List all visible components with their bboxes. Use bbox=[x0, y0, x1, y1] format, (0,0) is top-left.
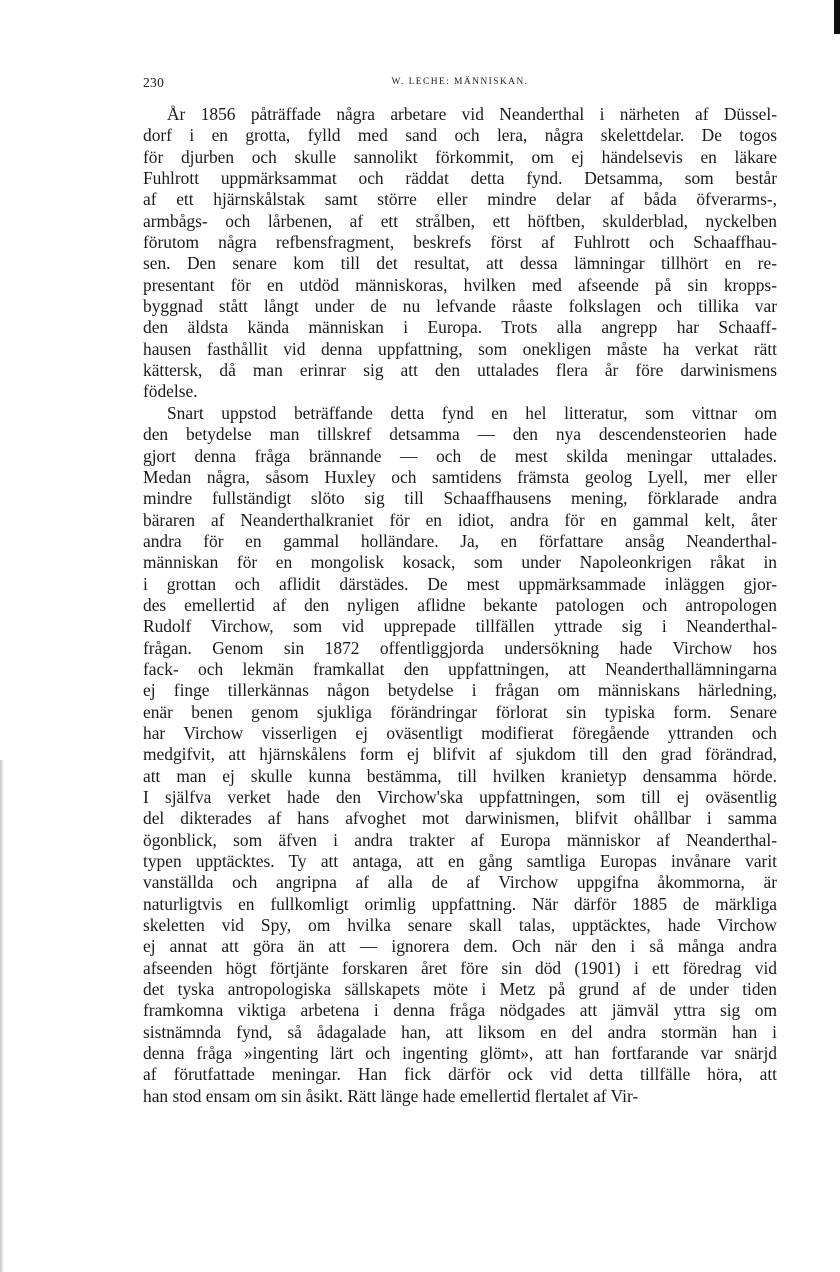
text-line: afseenden högt förtjänte forskaren året före sin död (1901) i ett föredrag vid bbox=[143, 957, 777, 978]
text-line: vanställda och angripna af alla de af Virchow uppgifna åkommorna, är bbox=[143, 872, 777, 893]
paragraph bbox=[143, 104, 777, 403]
text-line: han stod ensam om sin åsikt. Rätt länge hade emellertid flertalet af Vir- bbox=[143, 1085, 639, 1106]
text-line: dorf i en grotta, fylld med sand och lera, några skelettdelar. De togos bbox=[143, 125, 777, 146]
text-line: armbågs- och lårbenen, af ett strålben, ett höftben, skulderblad, nyckelben bbox=[143, 210, 777, 231]
text-line: Rudolf Virchow, som vid upprepade tillfällen yttrade sig i Neanderthal- bbox=[143, 616, 777, 637]
text-line: presentant för en utdöd människoras, hvilken med afseende på sin kropps- bbox=[143, 274, 777, 295]
text-line: ögonblick, som äfven i andra trakter af Europa människor af Neanderthal- bbox=[143, 829, 777, 850]
text-line: mindre fullständigt slöto sig till Schaaffhausens mening, förklarade andra bbox=[143, 488, 777, 509]
text-line: människan för en mongolisk kosack, som under Napoleonkrigen råkat in bbox=[143, 552, 777, 573]
text-line: gjort denna fråga brännande — och de mest skilda meningar uttalades. bbox=[143, 445, 777, 466]
text-line: kättersk, då man erinrar sig att den uttalades flera år före darwinismens bbox=[143, 360, 777, 381]
text-line: Snart uppstod beträffande detta fynd en hel litteratur, som vittnar om bbox=[167, 402, 777, 423]
text-line: typen upptäcktes. Ty att antaga, att en gång samtliga Europas invånare varit bbox=[143, 851, 777, 872]
text-line: Medan några, såsom Huxley och samtidens främsta geolog Lyell, mer eller bbox=[143, 466, 777, 487]
text-line: naturligtvis en fullkomligt orimlig uppfattning. När därför 1885 de märkliga bbox=[143, 893, 777, 914]
text-line: des emellertid af den nyligen aflidne bekante patologen och antropologen bbox=[143, 594, 777, 615]
text-line: frågan. Genom sin 1872 offentliggjorda undersökning hade Virchow hos bbox=[143, 637, 777, 658]
text-line: I själfva verket hade den Virchow'ska uppfattningen, som till ej oväsentlig bbox=[143, 787, 777, 807]
text-line: År 1856 påträffade några arbetare vid Neanderthal i närheten af Düssel- bbox=[167, 104, 777, 124]
text-line: ej annat att göra än att — ignorera dem. Och när den i så många andra bbox=[143, 936, 777, 957]
text-line: den betydelse man tillskref detsamma — den nya descendensteorien hade bbox=[143, 424, 777, 445]
text-line: sen. Den senare kom till det resultat, att dessa lämningar tillhört en re- bbox=[143, 253, 777, 274]
text-line: Fuhlrott uppmärksammat och räddat detta fynd. Detsamma, som består bbox=[143, 168, 777, 189]
text-line: förutom några refbensfragment, beskrefs först af Fuhlrott och Schaaffhau- bbox=[143, 232, 777, 253]
text-line: den äldsta kända människan i Europa. Trots alla angrepp har Schaaff- bbox=[143, 317, 777, 338]
text-line: har Virchow visserligen ej oväsentligt modifierat föregående yttranden och bbox=[143, 722, 777, 743]
text-line: andra för en gammal holländare. Ja, en författare ansåg Neanderthal- bbox=[143, 530, 777, 551]
text-line: medgifvit, att hjärnskålens form ej blifvit af sjukdom till den grad förändrad, bbox=[143, 744, 777, 765]
scan-left-edge bbox=[0, 760, 4, 1272]
text-line: af förutfattade meningar. Han fick därför ock vid detta tillfälle höra, att bbox=[143, 1064, 777, 1085]
text-line: bäraren af Neanderthalkraniet för en idiot, andra för en gammal kelt, åter bbox=[143, 509, 777, 530]
page-number: 230 bbox=[143, 75, 165, 90]
text-line: att man ej skulle kunna bestämma, till hvilken kranietyp densamma hörde. bbox=[143, 765, 777, 786]
text-line: för djurben och skulle sannolikt förkommit, om ej händelsevis en läkare bbox=[143, 146, 777, 167]
text-line: födelse. bbox=[143, 381, 198, 402]
text-line: skeletten vid Spy, om hvilka senare skall talas, upptäcktes, hade Virchow bbox=[143, 915, 777, 936]
text-line: hausen fasthållit vid denna uppfattning, som onekligen måste ha verkat rätt bbox=[143, 338, 777, 359]
text-line: af ett hjärnskålstak samt större eller mindre delar af båda öfverarms-, bbox=[143, 189, 777, 210]
text-line: ej finge tillerkännas någon betydelse i frågan om människans härledning, bbox=[143, 680, 777, 701]
text-line: fack- och lekmän framkallat den uppfattningen, att Neanderthallämningarna bbox=[143, 658, 777, 679]
body-text bbox=[143, 104, 777, 1107]
text-line: det tyska antropologiska sällskapets möte i Metz på grund af de under tiden bbox=[143, 979, 777, 1000]
paragraph bbox=[143, 403, 777, 1107]
scan-edge-mark bbox=[834, 0, 840, 34]
text-line: enär benen genom sjukliga förändringar förlorat sin typiska form. Senare bbox=[143, 701, 777, 722]
text-line: i grottan och aflidit därstädes. De mest uppmärksammade inläggen gjor- bbox=[143, 573, 777, 594]
text-line: denna fråga »ingenting lärt och ingenting glömt», att han fortfarande var snärjd bbox=[143, 1043, 777, 1064]
text-line: byggnad stått långt under de nu lefvande råaste folkslagen och tillika var bbox=[143, 296, 777, 317]
text-line: del dikterades af hans afvoghet mot darwinismen, blifvit ohållbar i samma bbox=[143, 808, 777, 829]
text-line: framkomna viktiga arbetena i denna fråga nödgades att jämväl yttra sig om bbox=[143, 1000, 777, 1021]
running-head: W. LECHE: MÄNNISKAN. bbox=[391, 77, 529, 87]
page-header bbox=[143, 75, 777, 95]
text-line: sistnämnda fynd, så ådagalade han, att liksom en del andra stormän han i bbox=[143, 1021, 777, 1042]
